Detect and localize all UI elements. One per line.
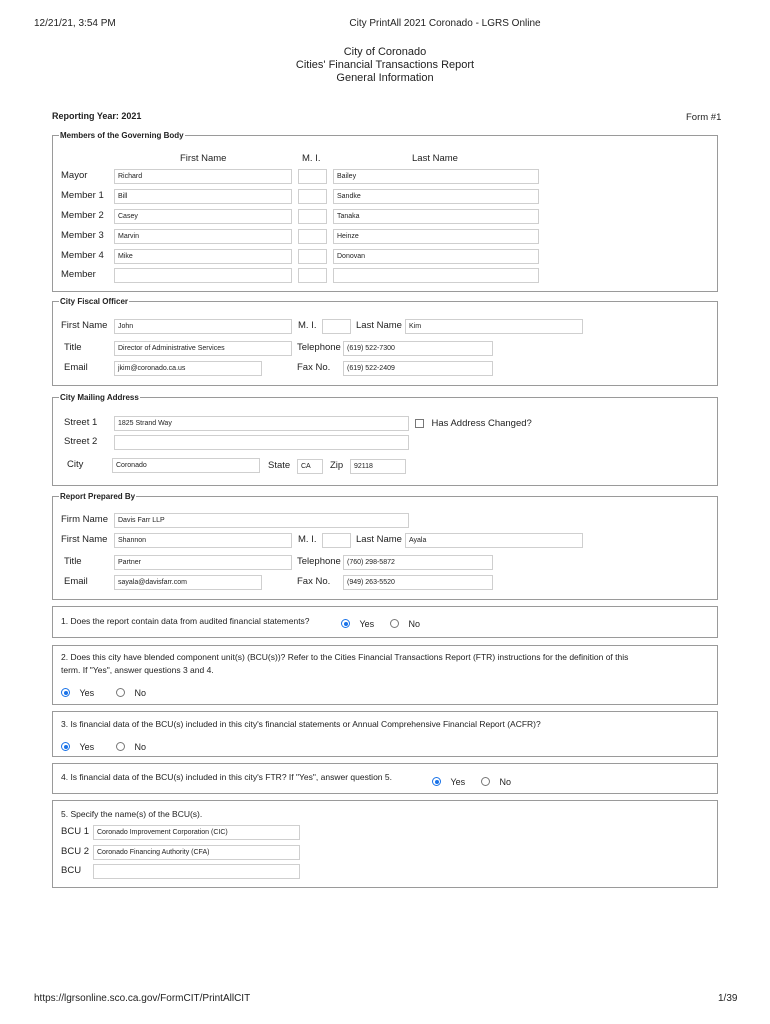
last-name-field[interactable]: Heinze [333, 229, 539, 244]
bcu-label: BCU 2 [61, 846, 89, 857]
q1-yes-label: Yes [359, 618, 375, 629]
q3-yes-label: Yes [79, 741, 95, 752]
question-1-text: 1. Does the report contain data from audited financial statements? [61, 616, 310, 626]
first-name-field[interactable]: Bill [114, 189, 292, 204]
q4-no-radio[interactable] [481, 773, 511, 791]
state-field[interactable]: CA [297, 459, 323, 474]
q4-no-label: No [499, 776, 511, 787]
member-role: Member [61, 269, 96, 280]
address-changed-checkbox[interactable] [415, 415, 532, 433]
preparer-mi-label: M. I. [298, 534, 317, 545]
fiscal-title-field[interactable]: Director of Administrative Services [114, 341, 292, 356]
radio-unselected-icon [390, 619, 399, 628]
last-name-field[interactable]: Bailey [333, 169, 539, 184]
doc-city: City of Coronado [343, 46, 427, 58]
q3-yes-radio[interactable] [61, 738, 94, 756]
preparer-title-label: Title [64, 556, 82, 567]
bcu-name-field[interactable]: Coronado Improvement Corporation (CIC) [93, 825, 300, 840]
print-datetime: 12/21/21, 3:54 PM [34, 18, 116, 29]
q4-yes-radio[interactable] [432, 773, 465, 791]
preparer-first-label: First Name [61, 534, 108, 545]
preparer-fax-label: Fax No. [297, 576, 331, 587]
first-name-field[interactable]: Casey [114, 209, 292, 224]
radio-unselected-icon [116, 742, 125, 751]
mi-field[interactable] [298, 209, 327, 224]
question-2-text-line1: 2. Does this city have blended component unit(s) (BCU(s))? Refer to the Cities Financial Transactions Report (FTR) instructions for the definition of this [61, 652, 629, 662]
q1-no-label: No [408, 618, 420, 629]
q3-no-radio[interactable] [116, 738, 146, 756]
preparer-first-name-field[interactable]: Shannon [114, 533, 292, 548]
radio-selected-icon [61, 688, 70, 697]
col-first-name: First Name [180, 153, 227, 164]
print-page-title: City PrintAll 2021 Coronado - LGRS Online [349, 18, 541, 29]
member-role: Mayor [61, 170, 88, 181]
fiscal-fax-label: Fax No. [297, 362, 331, 373]
bcu-name-field[interactable] [93, 864, 300, 879]
street2-field[interactable] [114, 435, 409, 450]
mi-field[interactable] [298, 169, 327, 184]
print-url: https://lgrsonline.sco.ca.gov/FormCIT/PrintAllCIT [34, 993, 251, 1004]
question-5-text: 5. Specify the name(s) of the BCU(s). [61, 809, 203, 819]
last-name-field[interactable] [333, 268, 539, 283]
first-name-field[interactable]: Richard [114, 169, 292, 184]
street1-field[interactable]: 1825 Strand Way [114, 416, 409, 431]
first-name-field[interactable] [114, 268, 292, 283]
state-label: State [268, 460, 291, 471]
fiscal-tel-label: Telephone [297, 342, 341, 353]
fiscal-telephone-field[interactable]: (619) 522-7300 [343, 341, 493, 356]
doc-report-name: Cities' Financial Transactions Report [295, 59, 475, 71]
fiscal-email-field[interactable]: jkim@coronado.ca.us [114, 361, 262, 376]
mailing-address-legend: City Mailing Address [60, 393, 139, 402]
radio-unselected-icon [116, 688, 125, 697]
fiscal-first-label: First Name [61, 320, 108, 331]
city-label: City [67, 459, 84, 470]
fiscal-fax-field[interactable]: (619) 522-2409 [343, 361, 493, 376]
preparer-last-name-field[interactable]: Ayala [405, 533, 583, 548]
preparer-last-label: Last Name [356, 534, 402, 545]
radio-selected-icon [61, 742, 70, 751]
radio-selected-icon [341, 619, 350, 628]
q3-no-label: No [134, 741, 146, 752]
preparer-email-field[interactable]: sayala@davisfarr.com [114, 575, 262, 590]
street2-label: Street 2 [64, 436, 98, 447]
doc-section-title: General Information [336, 72, 434, 84]
fiscal-title-label: Title [64, 342, 82, 353]
form-number: Form #1 [686, 112, 722, 123]
zip-field[interactable]: 92118 [350, 459, 406, 474]
fiscal-last-name-field[interactable]: Kim [405, 319, 583, 334]
radio-selected-icon [432, 777, 441, 786]
q1-yes-radio[interactable] [341, 615, 374, 633]
radio-unselected-icon [481, 777, 490, 786]
mi-field[interactable] [298, 189, 327, 204]
prepared-by-legend: Report Prepared By [60, 492, 136, 501]
fiscal-last-label: Last Name [356, 320, 402, 331]
last-name-field[interactable]: Sandke [333, 189, 539, 204]
preparer-fax-field[interactable]: (949) 263-5520 [343, 575, 493, 590]
bcu-label: BCU 1 [61, 826, 89, 837]
reporting-year: Reporting Year: 2021 [52, 111, 142, 121]
member-role: Member 3 [61, 230, 104, 241]
print-page-number: 1/39 [718, 993, 738, 1004]
col-last-name: Last Name [412, 153, 458, 164]
firm-name-label: Firm Name [61, 514, 108, 525]
fiscal-officer-legend: City Fiscal Officer [60, 297, 129, 306]
checkbox-icon [415, 419, 424, 428]
mi-field[interactable] [298, 268, 327, 283]
first-name-field[interactable]: Marvin [114, 229, 292, 244]
q4-yes-label: Yes [450, 776, 466, 787]
bcu-label: BCU [61, 865, 82, 876]
member-role: Member 1 [61, 190, 104, 201]
question-2-text-line2: term. If "Yes", answer questions 3 and 4. [61, 665, 214, 675]
q2-no-radio[interactable] [116, 684, 146, 702]
street1-label: Street 1 [64, 417, 98, 428]
mi-field[interactable] [298, 249, 327, 264]
mi-field[interactable] [298, 229, 327, 244]
last-name-field[interactable]: Donovan [333, 249, 539, 264]
firm-name-field[interactable]: Davis Farr LLP [114, 513, 409, 528]
col-mi: M. I. [302, 153, 321, 164]
q2-yes-radio[interactable] [61, 684, 94, 702]
preparer-mi-field[interactable] [322, 533, 351, 548]
q1-no-radio[interactable] [390, 615, 420, 633]
preparer-title-field[interactable]: Partner [114, 555, 292, 570]
member-role: Member 2 [61, 210, 104, 221]
preparer-tel-label: Telephone [297, 556, 341, 567]
fiscal-first-name-field[interactable]: John [114, 319, 292, 334]
bcu-name-field[interactable]: Coronado Financing Authority (CFA) [93, 845, 300, 860]
question-3-box [52, 711, 718, 757]
last-name-field[interactable]: Tanaka [333, 209, 539, 224]
q2-yes-label: Yes [79, 687, 95, 698]
member-role: Member 4 [61, 250, 104, 261]
fiscal-mi-field[interactable] [322, 319, 351, 334]
first-name-field[interactable]: Mike [114, 249, 292, 264]
city-field[interactable]: Coronado [112, 458, 260, 473]
question-3-text: 3. Is financial data of the BCU(s) included in this city's financial statements or Annual Comprehensive Financial Report (ACFR)? [61, 719, 541, 729]
q2-no-label: No [134, 687, 146, 698]
preparer-telephone-field[interactable]: (760) 298-5872 [343, 555, 493, 570]
address-changed-label: Has Address Changed? [431, 418, 532, 430]
governing-body-legend: Members of the Governing Body [60, 131, 184, 140]
question-4-text: 4. Is financial data of the BCU(s) included in this city's FTR? If "Yes", answer question 5. [61, 772, 392, 782]
fiscal-email-label: Email [64, 362, 88, 373]
preparer-email-label: Email [64, 576, 88, 587]
fiscal-mi-label: M. I. [298, 320, 317, 331]
zip-label: Zip [330, 460, 344, 471]
